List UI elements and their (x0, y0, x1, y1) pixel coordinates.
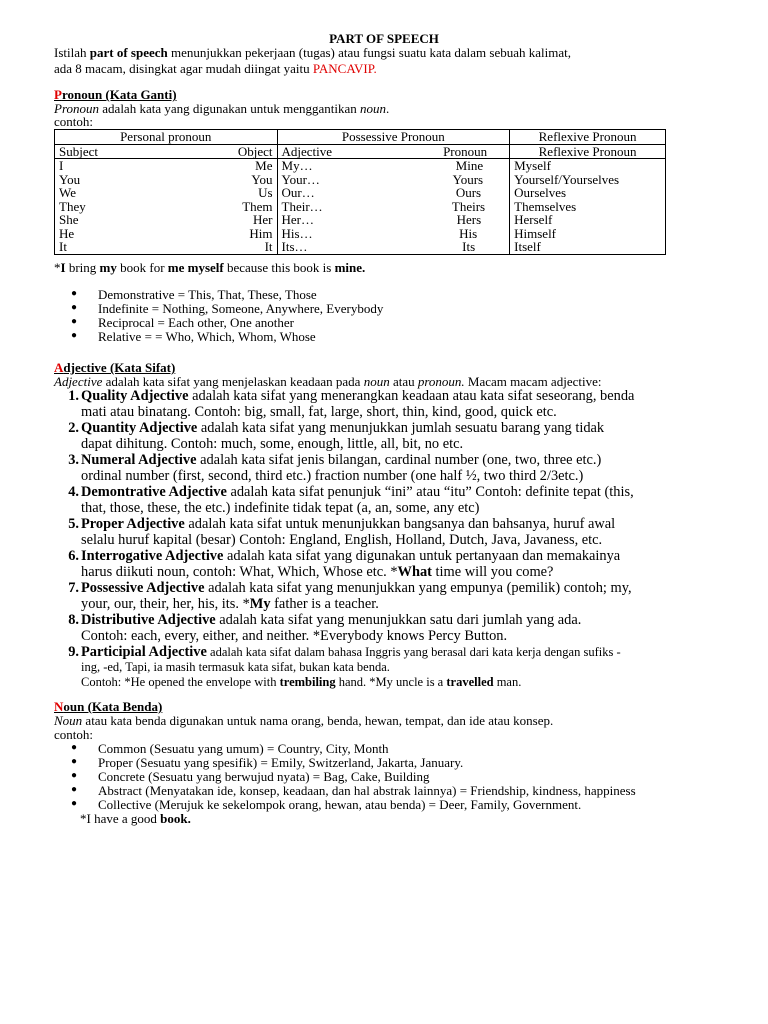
heading-initial: P (54, 87, 62, 102)
example-text: bring (65, 260, 100, 275)
list-item (54, 580, 744, 612)
acronym-pancavip: PANCAVIP. (312, 61, 377, 76)
noun-heading (54, 700, 162, 714)
subject: It (59, 239, 67, 254)
bullet-text: Indefinite = Nothing, Someone, Anywhere, Everybody (98, 301, 384, 316)
example-bold: my (99, 260, 117, 275)
bullet-text: Relative = = Who, Which, Whom, Whose (98, 329, 316, 344)
item-bold: My (249, 596, 271, 612)
item-text: your, our, their, her, his, its. * (81, 596, 250, 612)
item-line: ordinal number (first, second, third etc.) fraction number (one half ½, two third 2/3etc.) (81, 468, 584, 484)
pronoun-contoh: contoh: (54, 114, 93, 129)
possessive-adjective: Our… (281, 185, 315, 200)
item-text: adalah kata sifat penunjuk “ini” atau “itu” Contoh: definite tepat (this, (226, 484, 634, 500)
item-line (81, 596, 744, 612)
item-number: 1. (68, 388, 79, 404)
item-term: Participial Adjective (81, 644, 207, 660)
subheader-subject: Subject (59, 143, 98, 159)
possessive-adjective: My… (281, 158, 313, 173)
example-bold: me myself (167, 260, 224, 275)
def-term: pronoun. (417, 374, 465, 389)
heading-text: djective (Kata Sifat) (63, 360, 176, 375)
list-item (54, 612, 744, 644)
def-term: noun (360, 101, 387, 116)
subject: I (59, 158, 64, 173)
subheader-cell (277, 144, 510, 159)
bullet-text: Concrete (Sesuatu yang berwujud nyata) = Bag, Cake, Building (98, 769, 430, 784)
possessive-pronoun: Yours (452, 171, 484, 187)
item-text: adalah kata sifat yang menunjukkan yang empunya (pemilik) contoh; my, (204, 580, 632, 596)
item-line (81, 564, 744, 580)
reflexive-pronoun: Yourself/Yourselves (514, 171, 620, 187)
def-text: adalah kata yang digunakan untuk menggantikan (99, 101, 361, 116)
def-term: Noun (54, 713, 83, 728)
table-subheader-row (55, 144, 666, 159)
subject: She (59, 212, 79, 227)
item-line (81, 484, 744, 500)
item-text: adalah kata sifat jenis bilangan, cardinal number (one, two, three etc.) (196, 452, 602, 468)
item-text: Contoh: *He opened the envelope with (81, 675, 280, 689)
def-text: Macam macam adjective: (464, 374, 602, 389)
intro-text: menunjukkan pekerjaan (tugas) atau fungsi suatu kata dalam sebuah kalimat, (167, 45, 571, 60)
def-term: Adjective (54, 374, 103, 389)
item-number: 9. (68, 644, 79, 660)
heading-text: ronoun (Kata Ganti) (61, 87, 177, 102)
example-bold: I (60, 260, 66, 275)
intro-line-2 (54, 62, 377, 76)
def-text: adalah kata sifat yang menjelaskan keadaan pada (102, 374, 364, 389)
bullet-icon: ● (71, 756, 78, 767)
item-term: Proper Adjective (81, 516, 185, 532)
heading-initial: N (54, 699, 64, 714)
item-text: adalah kata sifat yang menerangkan keadaan atau kata sifat seseorang, benda (188, 388, 635, 404)
subheader-cell (55, 144, 278, 159)
adjective-list (54, 388, 744, 690)
bullet-text: Common (Sesuatu yang umum) = Country, City, Month (98, 741, 389, 756)
heading-text: oun (Kata Benda) (63, 699, 163, 714)
item-bold: What (397, 564, 432, 580)
item-text: harus diikuti noun, contoh: What, Which, Whose etc. * (81, 564, 398, 580)
subheader-adjective: Adjective (281, 143, 333, 159)
noun-definition (54, 714, 553, 728)
object: Them (242, 198, 273, 214)
item-line (81, 548, 744, 564)
item-line (81, 452, 744, 468)
reflexive-pronoun: Ourselves (514, 185, 567, 200)
subject: He (59, 225, 75, 241)
bullet-text: Collective (Merujuk ke sekelompok orang, hewan, atau benda) = Deer, Family, Government. (98, 797, 582, 812)
reflexive-pronoun: Itself (514, 239, 541, 254)
item-line (81, 644, 744, 660)
item-line: dapat dihitung. Contoh: much, some, enough, little, all, bit, no etc. (81, 436, 464, 452)
possessive-adjective: Your… (281, 171, 320, 187)
object: It (264, 239, 273, 254)
bullet-text: Demonstrative = This, That, These, Those (98, 287, 317, 302)
subheader-object: Object (237, 143, 273, 159)
example-text: book for (116, 260, 168, 275)
page-title: PART OF SPEECH (329, 31, 439, 46)
possessive-pronoun: Hers (456, 212, 482, 227)
subheader-pronoun: Pronoun (443, 143, 488, 159)
adjective-definition (54, 375, 601, 389)
item-term: Numeral Adjective (81, 452, 197, 468)
table-cell (55, 159, 278, 255)
item-number: 8. (68, 612, 79, 628)
noun-contoh: contoh: (54, 727, 93, 742)
object: You (251, 171, 273, 187)
possessive-adjective: His… (281, 225, 313, 241)
reflexive-pronoun: Herself (514, 212, 553, 227)
item-text: adalah kata sifat dalam bahasa Inggris yang berasal dari kata kerja dengan sufiks - (206, 645, 621, 659)
list-item (54, 420, 744, 452)
item-bold: trembiling (279, 675, 336, 689)
def-text: atau (389, 374, 418, 389)
pronoun-table (54, 129, 666, 255)
subject: They (59, 198, 86, 214)
bullet-icon: ● (71, 302, 78, 313)
item-term: Demontrative Adjective (81, 484, 227, 500)
bullet-text: Reciprocal = Each other, One another (98, 315, 294, 330)
item-line (81, 580, 744, 596)
bullet-icon: ● (71, 330, 78, 341)
bullet-icon: ● (71, 798, 78, 809)
item-text: adalah kata sifat untuk menunjukkan bangsanya dan bahsanya, huruf awal (184, 516, 616, 532)
item-line (81, 675, 744, 690)
subject: You (59, 171, 81, 187)
object: Me (255, 158, 273, 173)
item-text: adalah kata sifat yang menunjukkan satu dari jumlah yang ada. (215, 612, 582, 628)
item-line: mati atau binatang. Contoh: big, small, fat, large, short, thin, kind, good, quick etc. (81, 404, 557, 420)
header-cell: Possessive Pronoun (277, 130, 510, 145)
intro-text: Istilah (54, 45, 90, 60)
item-number: 2. (68, 420, 79, 436)
item-term: Quantity Adjective (81, 420, 198, 436)
pronoun-heading (54, 88, 177, 102)
item-line (81, 388, 744, 404)
item-line (81, 612, 744, 628)
item-term: Possessive Adjective (81, 580, 205, 596)
table-cell (510, 159, 666, 255)
example-bold: mine. (334, 260, 366, 275)
bullet-icon: ● (71, 316, 78, 327)
item-line: selalu huruf kapital (besar) Contoh: England, English, Holland, Dutch, Java, Javaness, etc. (81, 532, 603, 548)
heading-initial: A (54, 360, 64, 375)
item-text: adalah kata sifat yang digunakan untuk pertanyaan dan memakainya (223, 548, 621, 564)
adjective-heading (54, 361, 175, 375)
bullet-icon: ● (71, 288, 78, 299)
item-text: man. (493, 675, 522, 689)
table-header-row (55, 130, 666, 145)
item-line: Contoh: each, every, either, and neither. *Everybody knows Percy Button. (81, 628, 508, 644)
possessive-adjective: Its… (281, 239, 308, 254)
object: Him (249, 225, 273, 241)
table-cell (277, 159, 510, 255)
item-number: 6. (68, 548, 79, 564)
item-term: Interrogative Adjective (81, 548, 224, 564)
reflexive-pronoun: Themselves (514, 198, 577, 214)
bullet-text: Proper (Sesuatu yang spesifik) = Emily, Switzerland, Jakarta, January. (98, 755, 464, 770)
object: Her (253, 212, 273, 227)
item-line (81, 420, 744, 436)
list-item (54, 516, 744, 548)
header-cell: Personal pronoun (55, 130, 278, 145)
item-text: time will you come? (431, 564, 554, 580)
pronoun-example (54, 261, 365, 275)
possessive-pronoun: Ours (455, 185, 482, 200)
example-text: *I have a good (80, 811, 161, 826)
possessive-pronoun: Theirs (451, 198, 486, 214)
def-term: noun (363, 374, 390, 389)
item-term: Quality Adjective (81, 388, 189, 404)
reflexive-pronoun: Himself (514, 225, 557, 241)
item-line (81, 516, 744, 532)
bullet-icon: ● (71, 742, 78, 753)
item-line: ing, -ed, Tapi, ia masih termasuk kata sifat, bukan kata benda. (81, 660, 390, 674)
item-number: 5. (68, 516, 79, 532)
bullet-icon: ● (71, 784, 78, 795)
item-text: hand. *My uncle is a (335, 675, 447, 689)
item-text: father is a teacher. (270, 596, 379, 612)
item-bold: travelled (446, 675, 494, 689)
item-number: 7. (68, 580, 79, 596)
def-text: . (386, 101, 390, 116)
example-text: * (54, 260, 61, 275)
list-item (54, 388, 744, 420)
list-item (54, 484, 744, 516)
intro-term: part of speech (89, 45, 168, 60)
table-row (55, 159, 666, 255)
pronoun-definition (54, 102, 389, 116)
example-text: because this book is (223, 260, 335, 275)
example-bold: book. (160, 811, 191, 826)
possessive-pronoun: His (459, 225, 478, 241)
possessive-adjective: Their… (281, 198, 323, 214)
list-item (54, 644, 744, 690)
possessive-pronoun: Its (462, 239, 476, 254)
possessive-adjective: Her… (281, 212, 315, 227)
def-text: atau kata benda digunakan untuk nama orang, benda, hewan, tempat, dan ide atau konsep. (82, 713, 554, 728)
item-text: adalah kata sifat yang menunjukkan jumlah sesuatu barang yang tidak (197, 420, 605, 436)
subheader-cell: Reflexive Pronoun (510, 144, 666, 159)
bullet-icon: ● (71, 770, 78, 781)
def-term: Pronoun (54, 101, 100, 116)
item-number: 3. (68, 452, 79, 468)
item-number: 4. (68, 484, 79, 500)
bullet-text: Abstract (Menyatakan ide, konsep, keadaan, dan hal abstrak lainnya) = Friendship, kindness, happiness (98, 783, 636, 798)
subject: We (59, 185, 76, 200)
list-item (54, 452, 744, 484)
intro-line-1 (54, 46, 571, 60)
object: Us (258, 185, 273, 200)
noun-example (80, 812, 191, 826)
possessive-pronoun: Mine (455, 158, 484, 173)
item-line: that, those, these, the etc.) indefinite tidak tepat (a, an, some, any etc) (81, 500, 480, 516)
list-item (54, 548, 744, 580)
intro-text: ada 8 macam, disingkat agar mudah diingat yaitu (54, 61, 313, 76)
item-term: Distributive Adjective (81, 612, 216, 628)
header-cell: Reflexive Pronoun (510, 130, 666, 145)
reflexive-pronoun: Myself (514, 158, 551, 173)
